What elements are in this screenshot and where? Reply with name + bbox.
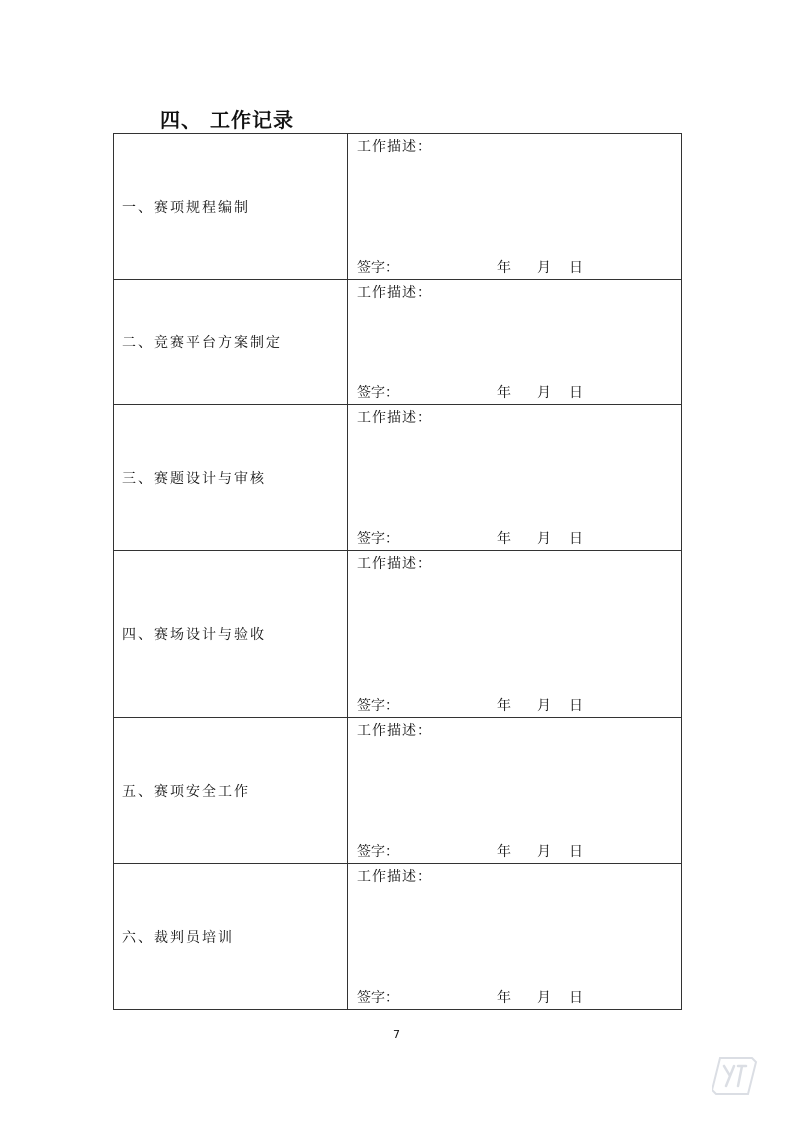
signature-label: 签字： [357, 844, 399, 860]
description-label: 工作描述： [357, 869, 432, 885]
item-cell [114, 864, 348, 1010]
signature-label: 签字： [357, 385, 399, 401]
page-number: 7 [393, 1028, 400, 1041]
detail-cell[interactable] [348, 134, 682, 280]
signature-label: 签字： [357, 260, 399, 276]
section-title: 四、 工作记录 [160, 108, 294, 132]
day-label: 日 [569, 698, 583, 714]
signature-line [357, 695, 583, 715]
month-label: 月 [537, 844, 551, 860]
detail-cell[interactable] [348, 864, 682, 1010]
day-label: 日 [569, 260, 583, 276]
signature-line [357, 987, 583, 1007]
logo-watermark-icon [712, 1052, 760, 1100]
description-label: 工作描述： [357, 410, 432, 426]
item-cell [114, 134, 348, 280]
description-label: 工作描述： [357, 139, 432, 155]
item-cell [114, 405, 348, 551]
year-label: 年 [497, 531, 511, 547]
month-label: 月 [537, 531, 551, 547]
item-cell [114, 551, 348, 718]
item-cell [114, 280, 348, 405]
detail-cell[interactable] [348, 718, 682, 864]
description-label: 工作描述： [357, 285, 432, 301]
detail-cell[interactable] [348, 280, 682, 405]
table-row [114, 864, 682, 1010]
item-label: 五、赛项安全工作 [122, 783, 250, 800]
day-label: 日 [569, 844, 583, 860]
signature-label: 签字： [357, 698, 399, 714]
table-row [114, 551, 682, 718]
signature-line [357, 257, 583, 277]
year-label: 年 [497, 260, 511, 276]
signature-line [357, 841, 583, 861]
day-label: 日 [569, 385, 583, 401]
item-cell [114, 718, 348, 864]
year-label: 年 [497, 844, 511, 860]
description-label: 工作描述： [357, 556, 432, 572]
day-label: 日 [569, 531, 583, 547]
item-label: 二、竞赛平台方案制定 [122, 335, 282, 351]
item-label: 一、赛项规程编制 [122, 199, 250, 216]
table-row [114, 718, 682, 864]
signature-label: 签字： [357, 531, 399, 547]
detail-cell[interactable] [348, 405, 682, 551]
item-label: 四、赛场设计与验收 [122, 627, 266, 643]
month-label: 月 [537, 990, 551, 1006]
year-label: 年 [497, 698, 511, 714]
table-row [114, 134, 682, 280]
year-label: 年 [497, 385, 511, 401]
item-label: 三、赛题设计与审核 [122, 470, 266, 487]
table-row [114, 405, 682, 551]
signature-line [357, 382, 583, 402]
table-row [114, 280, 682, 405]
day-label: 日 [569, 990, 583, 1006]
month-label: 月 [537, 698, 551, 714]
year-label: 年 [497, 990, 511, 1006]
work-record-table [113, 133, 682, 1010]
month-label: 月 [537, 385, 551, 401]
description-label: 工作描述： [357, 723, 432, 739]
month-label: 月 [537, 260, 551, 276]
item-label: 六、裁判员培训 [122, 929, 234, 946]
detail-cell[interactable] [348, 551, 682, 718]
signature-line [357, 528, 583, 548]
signature-label: 签字： [357, 990, 399, 1006]
